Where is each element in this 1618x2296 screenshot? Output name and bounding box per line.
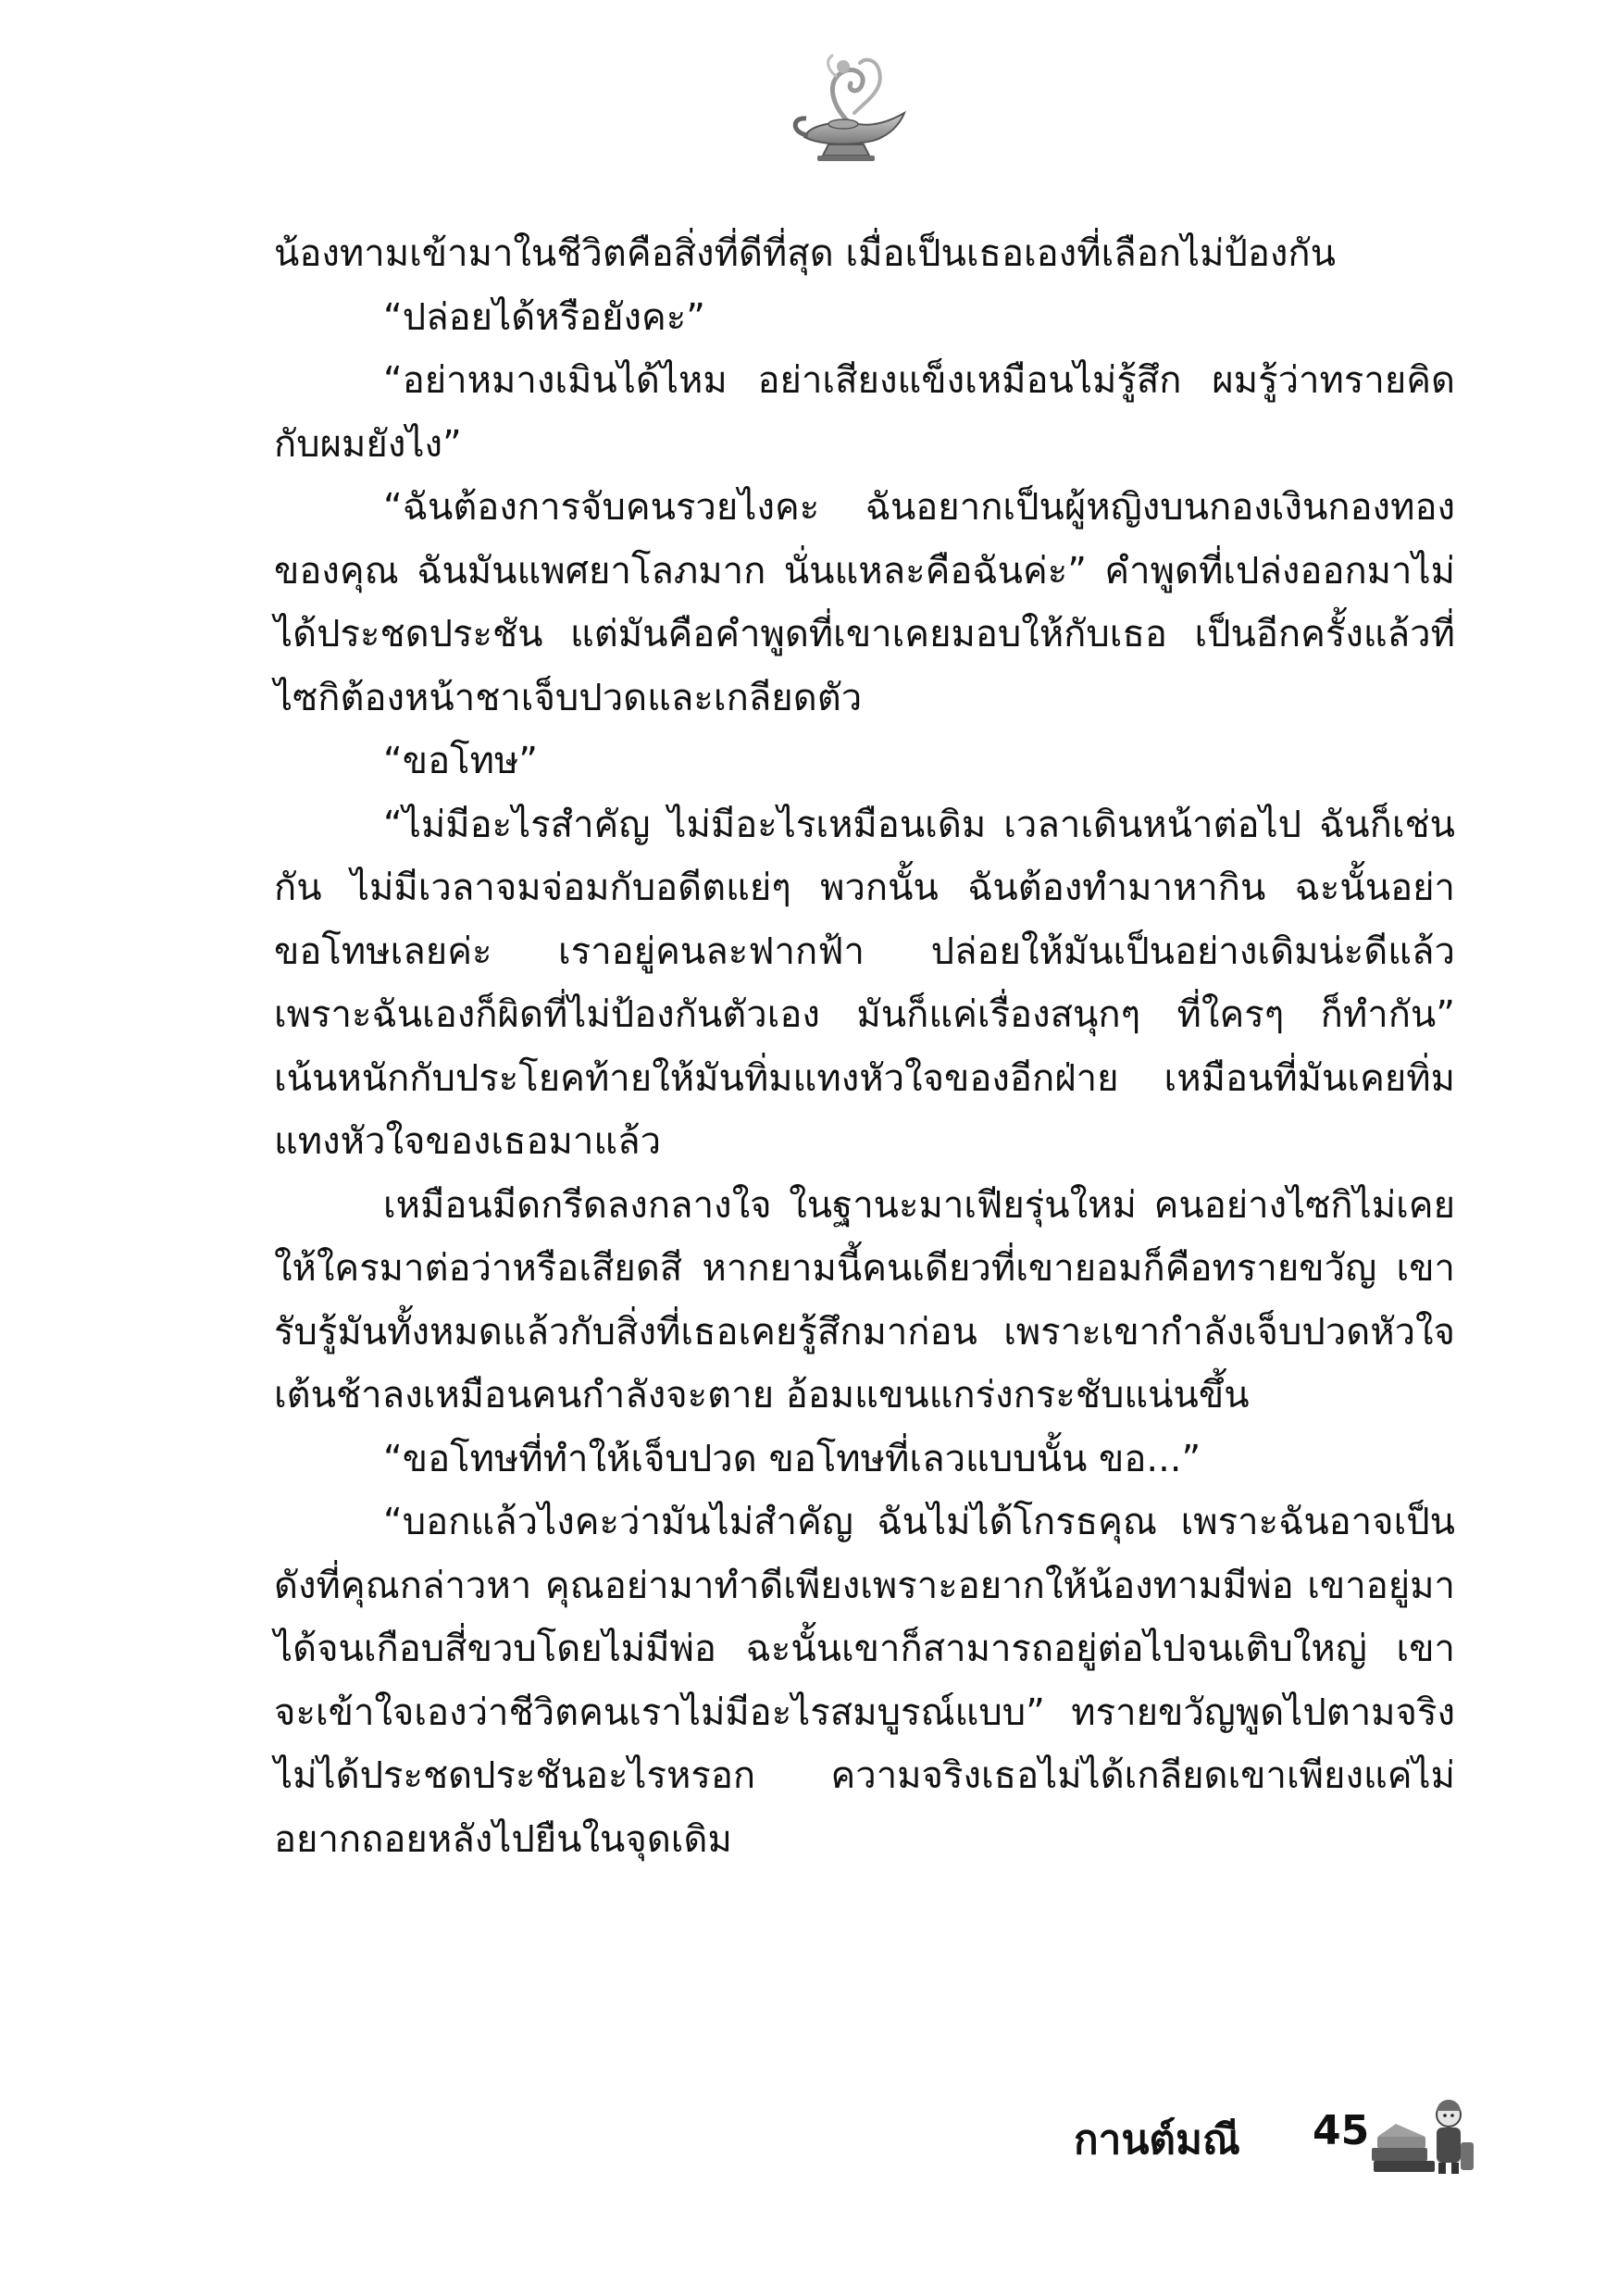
story-text [274, 222, 1455, 1871]
paragraph: “บอกแล้วไงคะว่ามันไม่สำคัญ ฉันไม่ได้โกรธคุณ เพราะฉันอาจเป็นดังที่คุณกล่าวหา คุณอย่ามาทำดีเพียงเพราะอยากให้น้องทามมีพ่อ เขาอยู่มาได้จนเกือบสี่ขวบโดยไม่มีพ่อ ฉะนั้นเขาก็สามารถอยู่ต่อไปจนเติบใหญ่ เขาจะเข้าใจเองว่าชีวิตคนเราไม่มีอะไรสมบูรณ์แบบ” ทรายขวัญพูดไปตามจริง ไม่ได้ประชดประชันอะไรหรอก ความจริงเธอไม่ได้เกลียดเขาเพียงแค่ไม่อยากถอยหลังไปยืนในจุดเดิม [274, 1501, 1455, 1861]
paragraph: “ไม่มีอะไรสำคัญ ไม่มีอะไรเหมือนเดิม เวลาเดินหน้าต่อไป ฉันก็เช่นกัน ไม่มีเวลาจมจ่อมกับอดีตแย่ๆ พวกนั้น ฉันต้องทำมาหากิน ฉะนั้นอย่าขอโทษเลยค่ะ เราอยู่คนละฟากฟ้า ปล่อยให้มันเป็นอย่างเดิมน่ะดีแล้ว เพราะฉันเองก็ผิดที่ไม่ป้องกันตัวเอง มันก็แค่เรื่องสนุกๆ ที่ใครๆ ก็ทำกัน” เน้นหนักกับประโยคท้ายให้มันทิ่มแทงหัวใจของอีกฝ่าย เหมือนที่มันเคยทิ่มแทงหัวใจของเธอมาแล้ว [274, 803, 1455, 1163]
book-title: กานต์มณี [1074, 2116, 1240, 2164]
paragraph: “ขอโทษ” [383, 740, 539, 782]
paragraph: “ขอโทษที่ทำให้เจ็บปวด ขอโทษที่เลวแบบนั้น ขอ...” [383, 1437, 1201, 1480]
paragraph: น้องทามเข้ามาในชีวิตคือสิ่งที่ดีที่สุด เมื่อเป็นเธอเองที่เลือกไม่ป้องกัน [274, 232, 1336, 275]
page-footer [1018, 2083, 1481, 2185]
paragraph: “อย่าหมางเมินได้ไหม อย่าเสียงแข็งเหมือนไม่รู้สึก ผมรู้ว่าทรายคิดกับผมยังไง” [274, 359, 1455, 466]
paragraph: “ปล่อยได้หรือยังคะ” [383, 295, 705, 339]
page-number: 45 [1313, 2107, 1370, 2154]
genie-lamp-icon [782, 48, 921, 168]
paragraph: “ฉันต้องการจับคนรวยไงคะ ฉันอยากเป็นผู้หญิงบนกองเงินกองทองของคุณ ฉันมันแพศยาโลภมาก นั่นแหละคือฉันค่ะ” คำพูดที่เปล่งออกมาไม่ได้ประชดประชัน แต่มันคือคำพูดที่เขาเคยมอบให้กับเธอ เป็นอีกครั้งแล้วที่ไซกิต้องหน้าชาเจ็บปวดและเกลียดตัว [274, 486, 1455, 719]
paragraph: เหมือนมีดกรีดลงกลางใจ ในฐานะมาเฟียรุ่นใหม่ คนอย่างไซกิไม่เคยให้ใครมาต่อว่าหรือเสียดสี หากยามนี้คนเดียวที่เขายอมก็คือทรายขวัญ เขารับรู้มันทั้งหมดแล้วกับสิ่งที่เธอเคยรู้สึกมาก่อน เพราะเขากำลังเจ็บปวดหัวใจเต้นช้าลงเหมือนคนกำลังจะตาย อ้อมแขนแกร่งกระชับแน่นขึ้น [274, 1183, 1455, 1416]
cat-on-books-icon [1368, 2083, 1479, 2180]
